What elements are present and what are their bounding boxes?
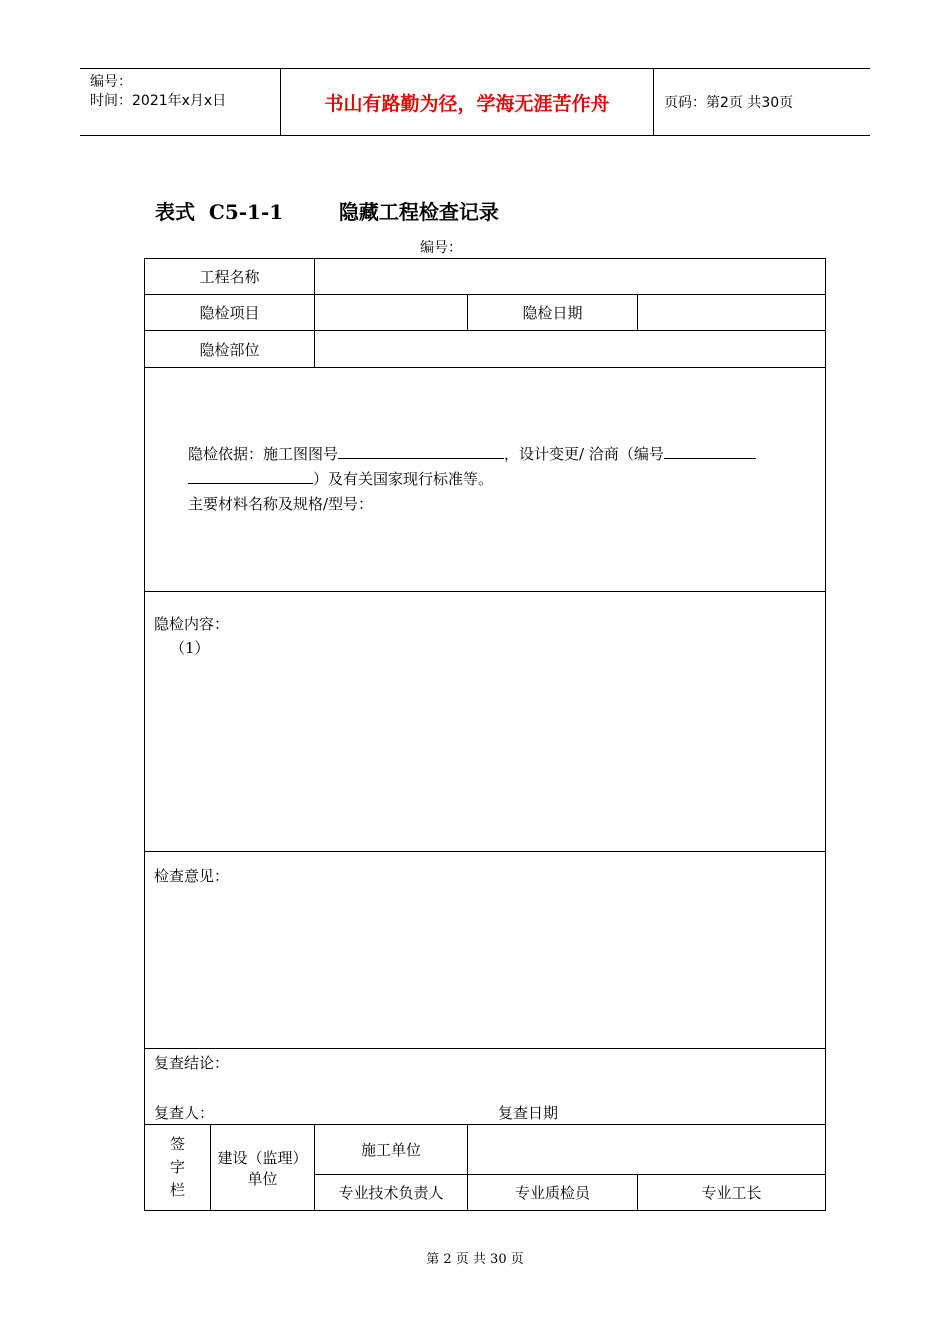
page-header (80, 68, 870, 136)
date-field[interactable] (638, 295, 826, 331)
constructor-sign-field[interactable] (468, 1125, 826, 1175)
materials-label: 主要材料名称及规格/型号： (188, 495, 374, 513)
form-title: 表式 C5-1-1 隐藏工程检查记录 (155, 200, 499, 224)
item-label: 隐检项目 (145, 295, 315, 331)
review-block[interactable] (145, 1049, 826, 1125)
header-number: 编号： (90, 74, 132, 90)
project-name-field[interactable] (315, 259, 826, 295)
qc-inspector: 专业质检员 (468, 1175, 638, 1211)
basis-suffix: ）及有关国家现行标准等。 (313, 470, 494, 488)
constructor-unit: 施工单位 (315, 1125, 468, 1175)
tech-lead: 专业技术负责人 (315, 1175, 468, 1211)
basis-mid: ，设计变更/ 洽商（编号 (504, 445, 664, 463)
foreman: 专业工长 (638, 1175, 826, 1211)
header-left (80, 69, 281, 135)
sign-char-2: 字 (169, 1158, 185, 1176)
reviewer-label: 复查人： (154, 1104, 215, 1122)
header-motto: 书山有路勤为径，学海无涯苦作舟 (281, 69, 654, 135)
content-block[interactable] (145, 592, 826, 852)
opinion-block[interactable] (145, 852, 826, 1049)
content-item: （1） (170, 639, 210, 657)
location-label: 隐检部位 (145, 331, 315, 368)
sign-char-3: 栏 (169, 1181, 185, 1199)
header-page: 页码：第2页 共30页 (664, 95, 794, 111)
owner-unit: 建设（监理）单位 (211, 1125, 315, 1211)
location-field[interactable] (315, 331, 826, 368)
change-number-blank-cont[interactable] (188, 467, 313, 484)
opinion-label: 检查意见： (154, 867, 230, 885)
inspection-table (144, 258, 826, 1211)
basis-prefix: 隐检依据：施工图图号 (188, 445, 339, 463)
review-label: 复查结论： (154, 1054, 230, 1072)
date-label: 隐检日期 (468, 295, 638, 331)
header-time: 时间：2021年x月x日 (90, 93, 227, 109)
review-date-label: 复查日期 (498, 1104, 559, 1122)
item-field[interactable] (315, 295, 468, 331)
project-name-label: 工程名称 (145, 259, 315, 295)
sign-column (145, 1125, 211, 1211)
form-number: 编号： (420, 240, 462, 256)
change-number-blank[interactable] (664, 442, 756, 459)
drawing-number-blank[interactable] (338, 442, 504, 459)
sign-char-1: 签 (169, 1135, 185, 1153)
basis-block (145, 368, 826, 592)
content-label: 隐检内容： (154, 615, 230, 633)
page-footer: 第 2 页 共 30 页 (426, 1252, 524, 1267)
